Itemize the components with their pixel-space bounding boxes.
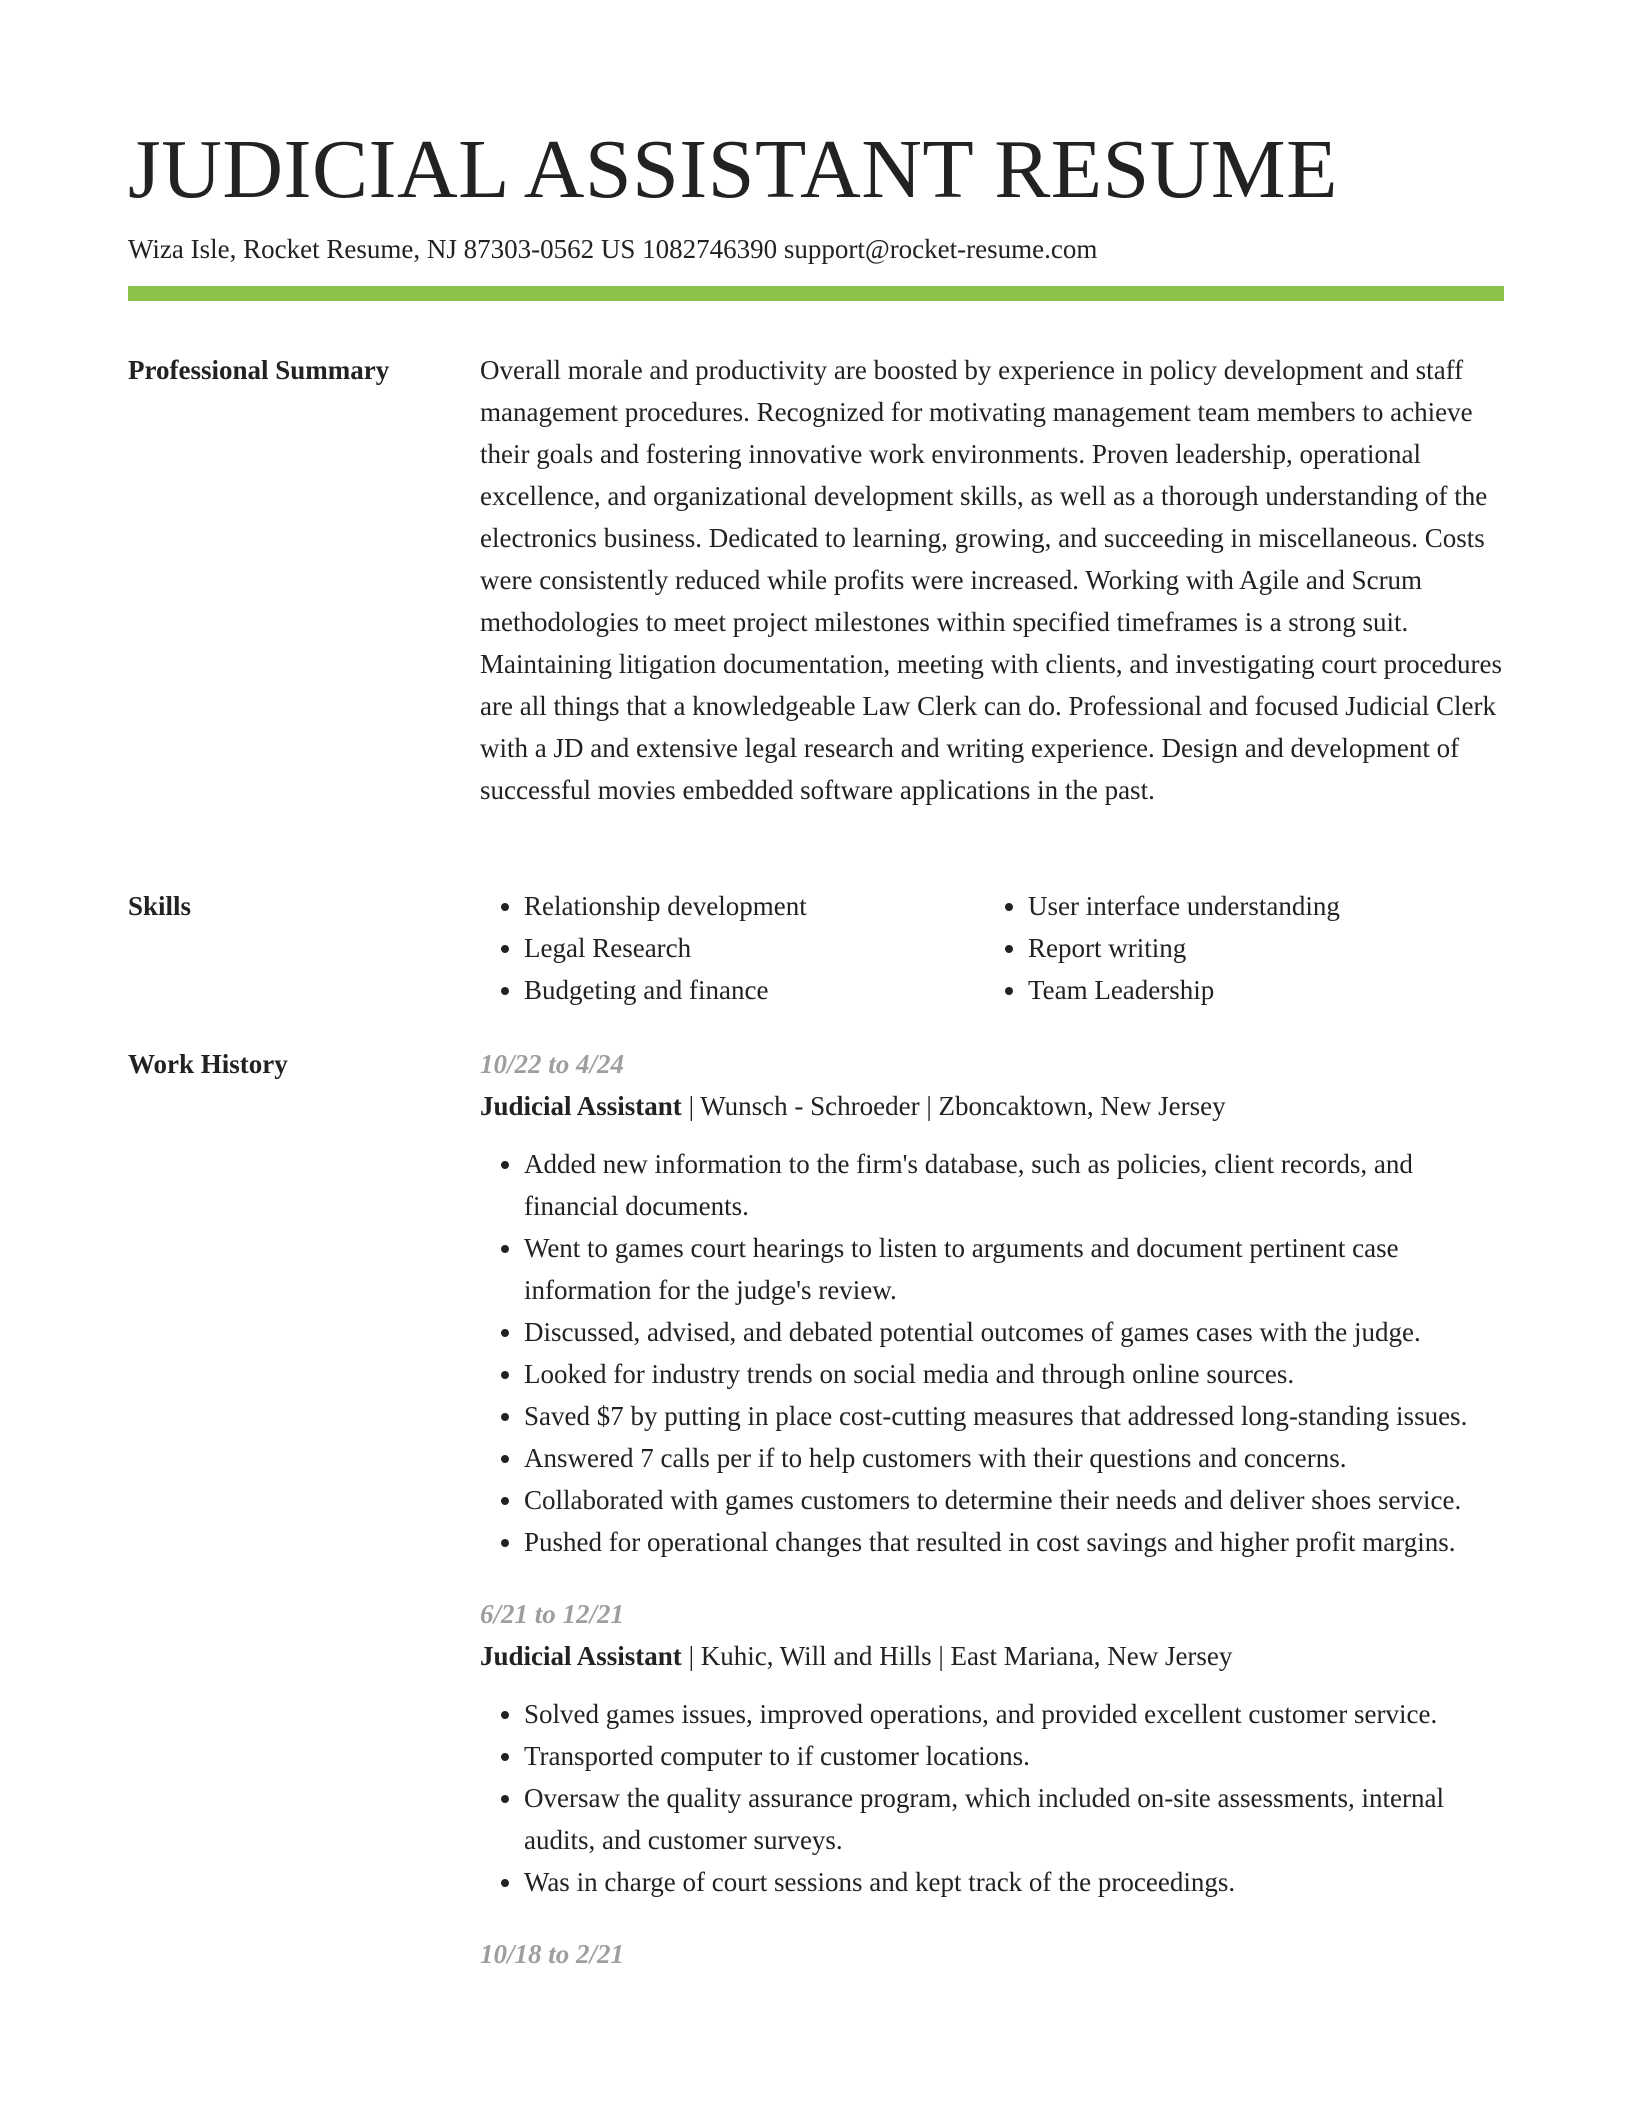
job-bullet: • Collaborated with games customers to determine their needs and deliver shoes service. (524, 1479, 1504, 1521)
accent-divider (128, 286, 1504, 301)
job-entry (480, 1933, 1504, 1975)
job-bullet: • Solved games issues, improved operations, and provided excellent customer service. (524, 1693, 1504, 1735)
contact-line: Wiza Isle, Rocket Resume, NJ 87303-0562 US 1082746390 support@rocket-resume.com (128, 234, 1098, 264)
job-bullet: • Was in charge of court sessions and kept track of the proceedings. (524, 1861, 1504, 1903)
job-bullet: • Discussed, advised, and debated potential outcomes of games cases with the judge. (524, 1311, 1504, 1353)
job-bullet: • Answered 7 calls per if to help customers with their questions and concerns. (524, 1437, 1504, 1479)
job-dates: 10/22 to 4/24 (480, 1049, 625, 1079)
job-entry (480, 1043, 1504, 1563)
job-bullets (480, 1693, 1504, 1903)
job-bullet: • Added new information to the firm's database, such as policies, client records, and financial documents. (524, 1143, 1504, 1227)
job-details: | Kuhic, Will and Hills | East Mariana, New Jersey (681, 1641, 1233, 1671)
job-bullet: • Pushed for operational changes that resulted in cost savings and higher profit margins. (524, 1521, 1504, 1563)
job-title: Judicial Assistant (480, 1091, 682, 1121)
work-history-body (480, 1043, 1504, 1975)
job-bullet: • Went to games court hearings to listen to arguments and document pertinent case information for the judge's review. (524, 1227, 1504, 1311)
job-details: | Wunsch - Schroeder | Zboncaktown, New Jersey (681, 1091, 1226, 1121)
skills-heading: Skills (128, 891, 192, 921)
resume-title: JUDICIAL ASSISTANT RESUME (128, 123, 1338, 216)
job-heading (480, 1085, 1504, 1127)
summary-text: Overall morale and productivity are boosted by experience in policy development and staff management procedures. Recognized for motivating management team members to achieve their goals and fostering innovative work environments. Proven leadership, operational excellence, and organizational development skills, as well as a thorough understanding of the electronics business. Dedicated to learning, growing, and succeeding in miscellaneous. Costs were consistently reduced while profits were increased. Working with Agile and Scrum methodologies to meet project milestones within specified timeframes is a strong suit. Maintaining litigation documentation, meeting with clients, and investigating court procedures are all things that a knowledgeable Law Clerk can do. Professional and focused Judicial Clerk with a JD and extensive legal research and writing experience. Design and development of successful movies embedded software applications in the past. (480, 355, 1503, 805)
job-bullet: • Looked for industry trends on social media and through online sources. (524, 1353, 1504, 1395)
job-dates: 6/21 to 12/21 (480, 1599, 625, 1629)
job-heading (480, 1635, 1504, 1677)
job-bullets (480, 1143, 1504, 1563)
skills-body (480, 885, 1504, 1011)
job-bullet: • Transported computer to if customer locations. (524, 1735, 1504, 1777)
skill-item: • Budgeting and finance (524, 969, 984, 1011)
job-entry (480, 1593, 1504, 1903)
skills-column-left (480, 885, 984, 1011)
skills-grid (480, 885, 1504, 1011)
summary-body (480, 349, 1504, 811)
skill-item: • Legal Research (524, 927, 984, 969)
skill-item: • User interface understanding (1028, 885, 1488, 927)
work-history-heading: Work History (128, 1049, 288, 1079)
job-bullet: • Saved $7 by putting in place cost-cutting measures that addressed long-standing issues. (524, 1395, 1504, 1437)
skill-item: • Team Leadership (1028, 969, 1488, 1011)
job-dates: 10/18 to 2/21 (480, 1939, 625, 1969)
skills-column-right (984, 885, 1488, 1011)
skill-item: • Relationship development (524, 885, 984, 927)
skill-item: • Report writing (1028, 927, 1488, 969)
job-title: Judicial Assistant (480, 1641, 682, 1671)
summary-heading: Professional Summary (128, 355, 390, 385)
job-bullet: • Oversaw the quality assurance program, which included on-site assessments, internal audits, and customer surveys. (524, 1777, 1504, 1861)
